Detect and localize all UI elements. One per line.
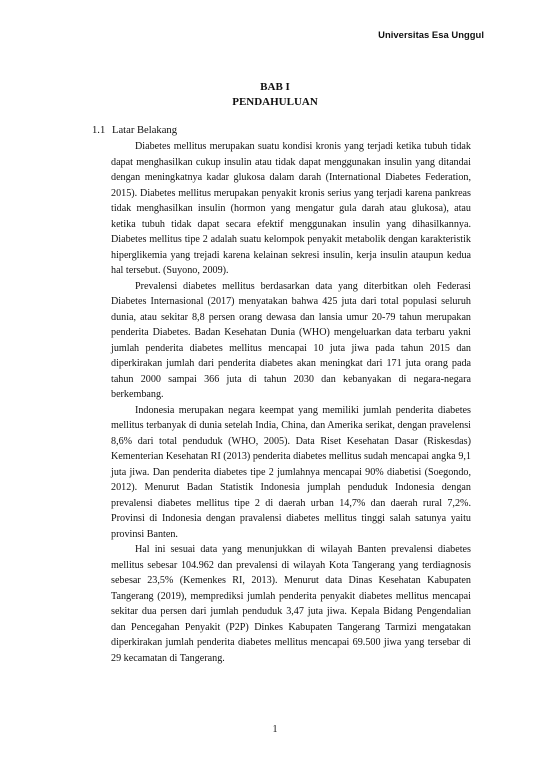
paragraph-3: Indonesia merupakan negara keempat yang memiliki jumlah penderita diabetes mellitus terbanyak di dunia setelah India, China, dan Amerika serikat, dengan pravelensi 8,6% dari total penduduk (WHO, 2005). Data Riset Kesehatan Dasar (Riskesdas) Kementerian Kesehatan RI (2013) penderita diabetes mellitus sudah mencapai angka 9,1 juta jiwa. Dan penderita diabetes tipe 2 jumlahnya mencapai 90% diabetisi (Soegondo, 2012). Menurut Badan Statistik Indonesia jumplah penduduk Indonesia dengan prevalensi diabetes mellitus tipe 2 di daerah urban 14,7% dan daerah rural 7,2%. Provinsi di Indonesia dengan pravalensi diabetes mellitus tinggi salah satunya yaitu provinsi Banten. bbox=[111, 404, 471, 540]
section-heading bbox=[92, 125, 177, 136]
section-title: Latar Belakang bbox=[112, 125, 178, 136]
chapter-title: PENDAHULUAN bbox=[232, 96, 318, 108]
chapter-number: BAB I bbox=[260, 81, 290, 93]
paragraph-1: Diabetes mellitus merupakan suatu kondisi kronis yang terjadi ketika tubuh tidak dapat menghasilkan cukup insulin atau tidak dapat menggunakan insulin yang ditandai dengan meningkatnya kadar glukosa dalam darah (International Diabetes Federation, 2015). Diabetes mellitus merupakan penyakit kronis serius yang terjadi karena pankreas tidak menghasilkan insulin (hormon yang mengatur gula darah atau glukosa), atau ketika tubuh tidak dapat secara efektif menggunakan insulin yang dihasilkannya. Diabetes mellitus tipe 2 adalah suatu kelompok penyakit metabolik dengan karakteristik hiperglikemia yang trejadi karena kelainan sekresi insulin, kerja insulin ataupun kedua hal tersebut. (Suyono, 2009). bbox=[111, 141, 471, 276]
page-header-institution: Universitas Esa Unggul bbox=[378, 29, 484, 40]
page-number: 1 bbox=[272, 724, 278, 735]
paragraph-4: Hal ini sesuai data yang menunjukkan di wilayah Banten prevalensi diabetes mellitus sebesar 104.962 dan prevalensi di wilayah Kota Tangerang yang terdiagnosis sebesar 23,5% (Kemenkes RI, 2013). Menurut data Dinas Kesehatan Kabupaten Tangerang (2019), memprediksi jumlah penderita penyakit diabetes mellitus mencapai sekitar dua persen dari jumlah penduduk 3,47 juta jiwa. Kepala Bidang Pengendalian dan Pencegahan Penyakit (P2P) Dinkes Kabupaten Tangerang Tarmizi mengatakan diperkirakan jumlah penderita diabetes mellitus mencapai 69.500 jiwa yang tersebar di 29 kecamatan di Tangerang. bbox=[111, 544, 471, 664]
body-text bbox=[111, 139, 471, 666]
paragraph-2: Prevalensi diabetes mellitus berdasarkan data yang diterbitkan oleh Federasi Diabetes Internasional (2017) menyatakan bahwa 425 juta dari total populasi seluruh dunia, atau sekitar 8,8 persen orang dewasa dan lansia umur 20-79 tahun merupakan penderita Diabetes. Badan Kesehatan Dunia (WHO) mengeluarkan data terbaru yakni jumlah penderita diabetes mellitus mencapai 10 juta jiwa pada tahun 2015 dan diperkirakan jumlah dari penderita diabetes akan meningkat dari 171 juta orang pada tahun 2000 sampai 366 juta di tahun 2030 dan kebanyakan di negara-negara berkembang. bbox=[111, 280, 471, 400]
section-number: 1.1 bbox=[92, 125, 106, 136]
